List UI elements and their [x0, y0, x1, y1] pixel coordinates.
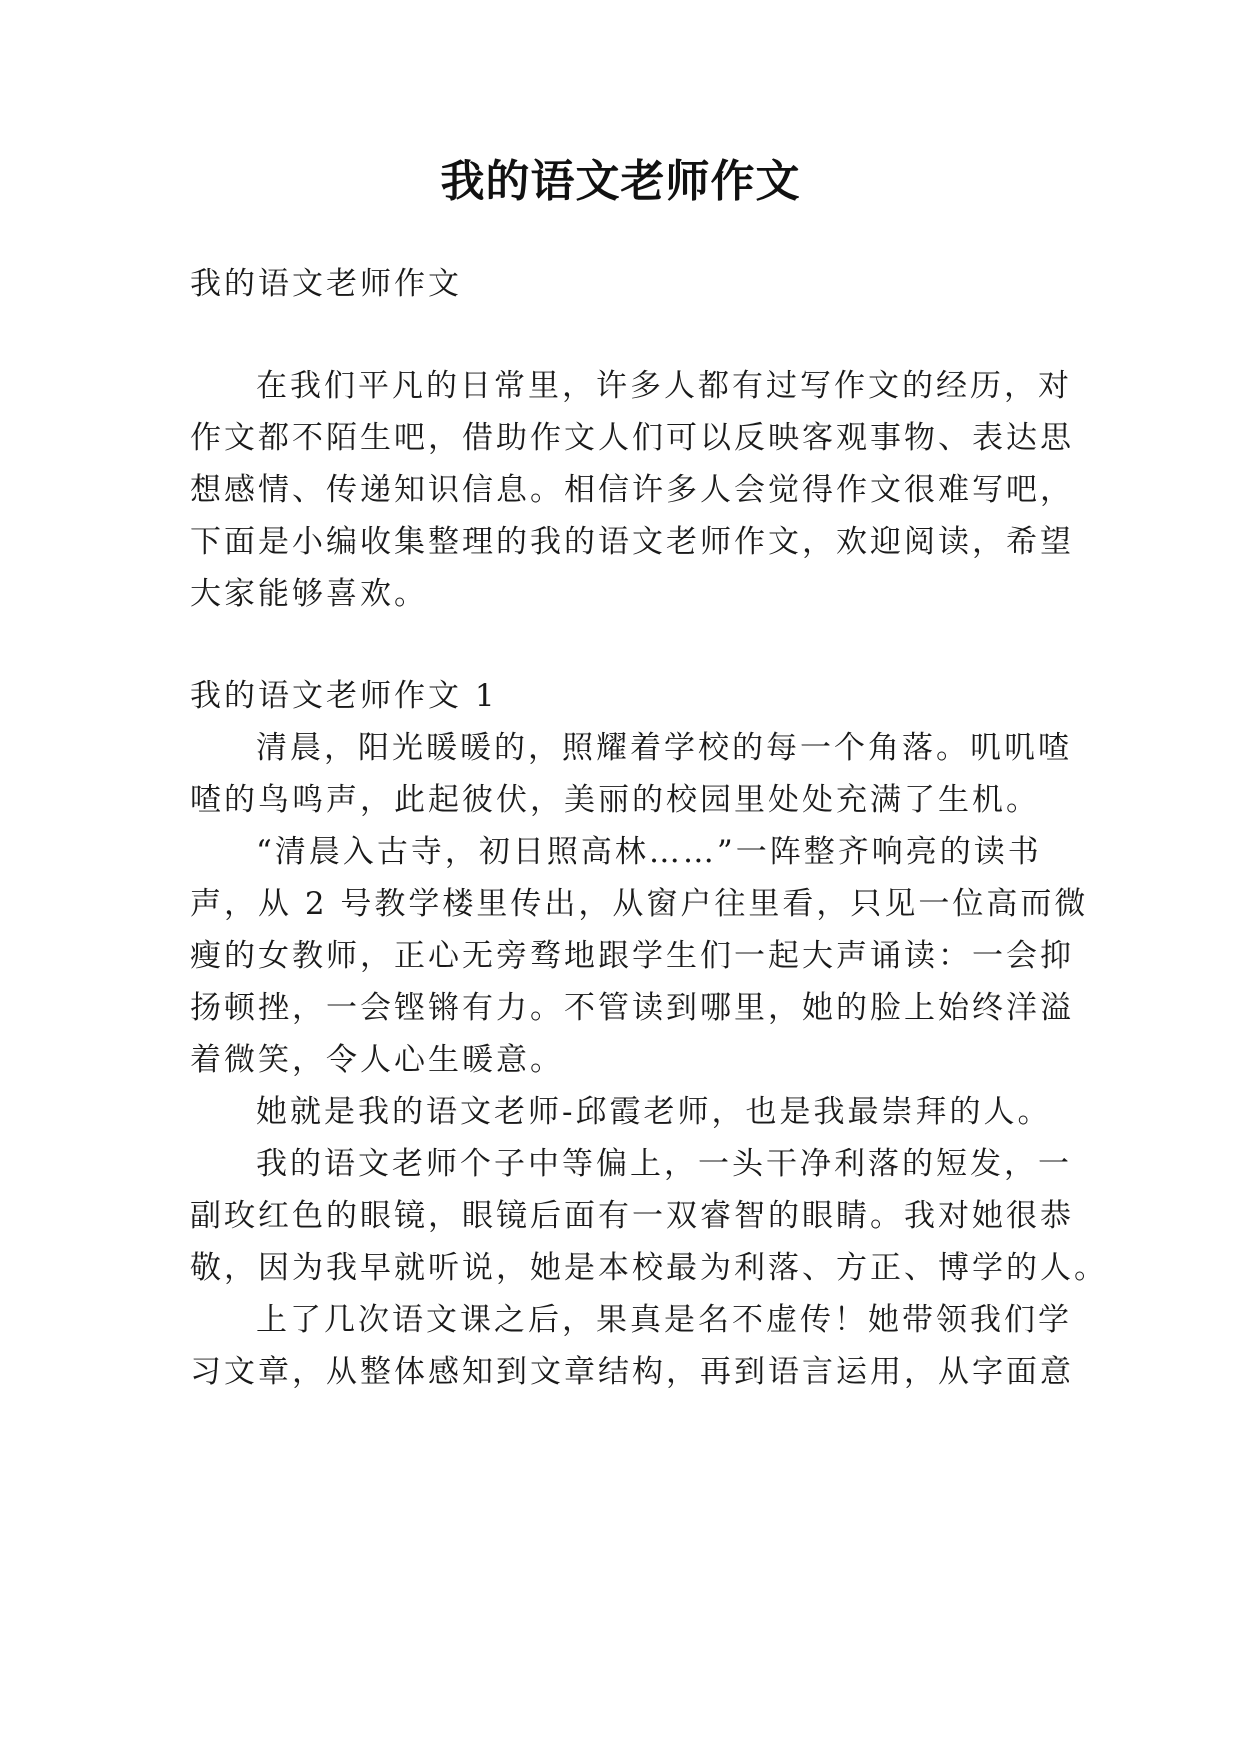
intro-line: 大家能够喜欢。	[190, 576, 428, 612]
body-line: 敬，因为我早就听说，她是本校最为利落、方正、博学的人。	[190, 1250, 1108, 1286]
intro-line: 想感情、传递知识信息。相信许多人会觉得作文很难写吧，	[190, 472, 1074, 508]
body-line: 习文章，从整体感知到文章结构，再到语言运用，从字面意	[190, 1354, 1074, 1390]
body-line: 我的语文老师个子中等偏上，一头干净利落的短发，一	[256, 1146, 1072, 1182]
intro-line: 下面是小编收集整理的我的语文老师作文，欢迎阅读，希望	[190, 524, 1074, 560]
document-subtitle: 我的语文老师作文	[190, 266, 462, 302]
body-line: 着微笑，令人心生暖意。	[190, 1042, 564, 1078]
section-heading: 我的语文老师作文 1	[190, 678, 498, 714]
intro-line: 作文都不陌生吧，借助作文人们可以反映客观事物、表达思	[190, 420, 1074, 456]
body-line: 扬顿挫，一会铿锵有力。不管读到哪里，她的脸上始终洋溢	[190, 990, 1074, 1026]
body-line: “清晨入古寺，初日照高林……”一阵整齐响亮的读书	[256, 834, 1042, 870]
intro-line: 在我们平凡的日常里，许多人都有过写作文的经历，对	[256, 368, 1072, 404]
body-line: 声，从 2 号教学楼里传出，从窗户往里看，只见一位高而微	[190, 886, 1089, 922]
document-title: 我的语文老师作文	[440, 156, 801, 207]
body-line: 喳的鸟鸣声，此起彼伏，美丽的校园里处处充满了生机。	[190, 782, 1040, 818]
body-line: 副玫红色的眼镜，眼镜后面有一双睿智的眼睛。我对她很恭	[190, 1198, 1074, 1234]
body-line: 她就是我的语文老师-邱霞老师，也是我最崇拜的人。	[256, 1094, 1052, 1130]
body-line: 上了几次语文课之后，果真是名不虚传！她带领我们学	[256, 1302, 1072, 1338]
body-line: 瘦的女教师，正心无旁骛地跟学生们一起大声诵读：一会抑	[190, 938, 1074, 974]
body-line: 清晨，阳光暖暖的，照耀着学校的每一个角落。叽叽喳	[256, 730, 1072, 766]
